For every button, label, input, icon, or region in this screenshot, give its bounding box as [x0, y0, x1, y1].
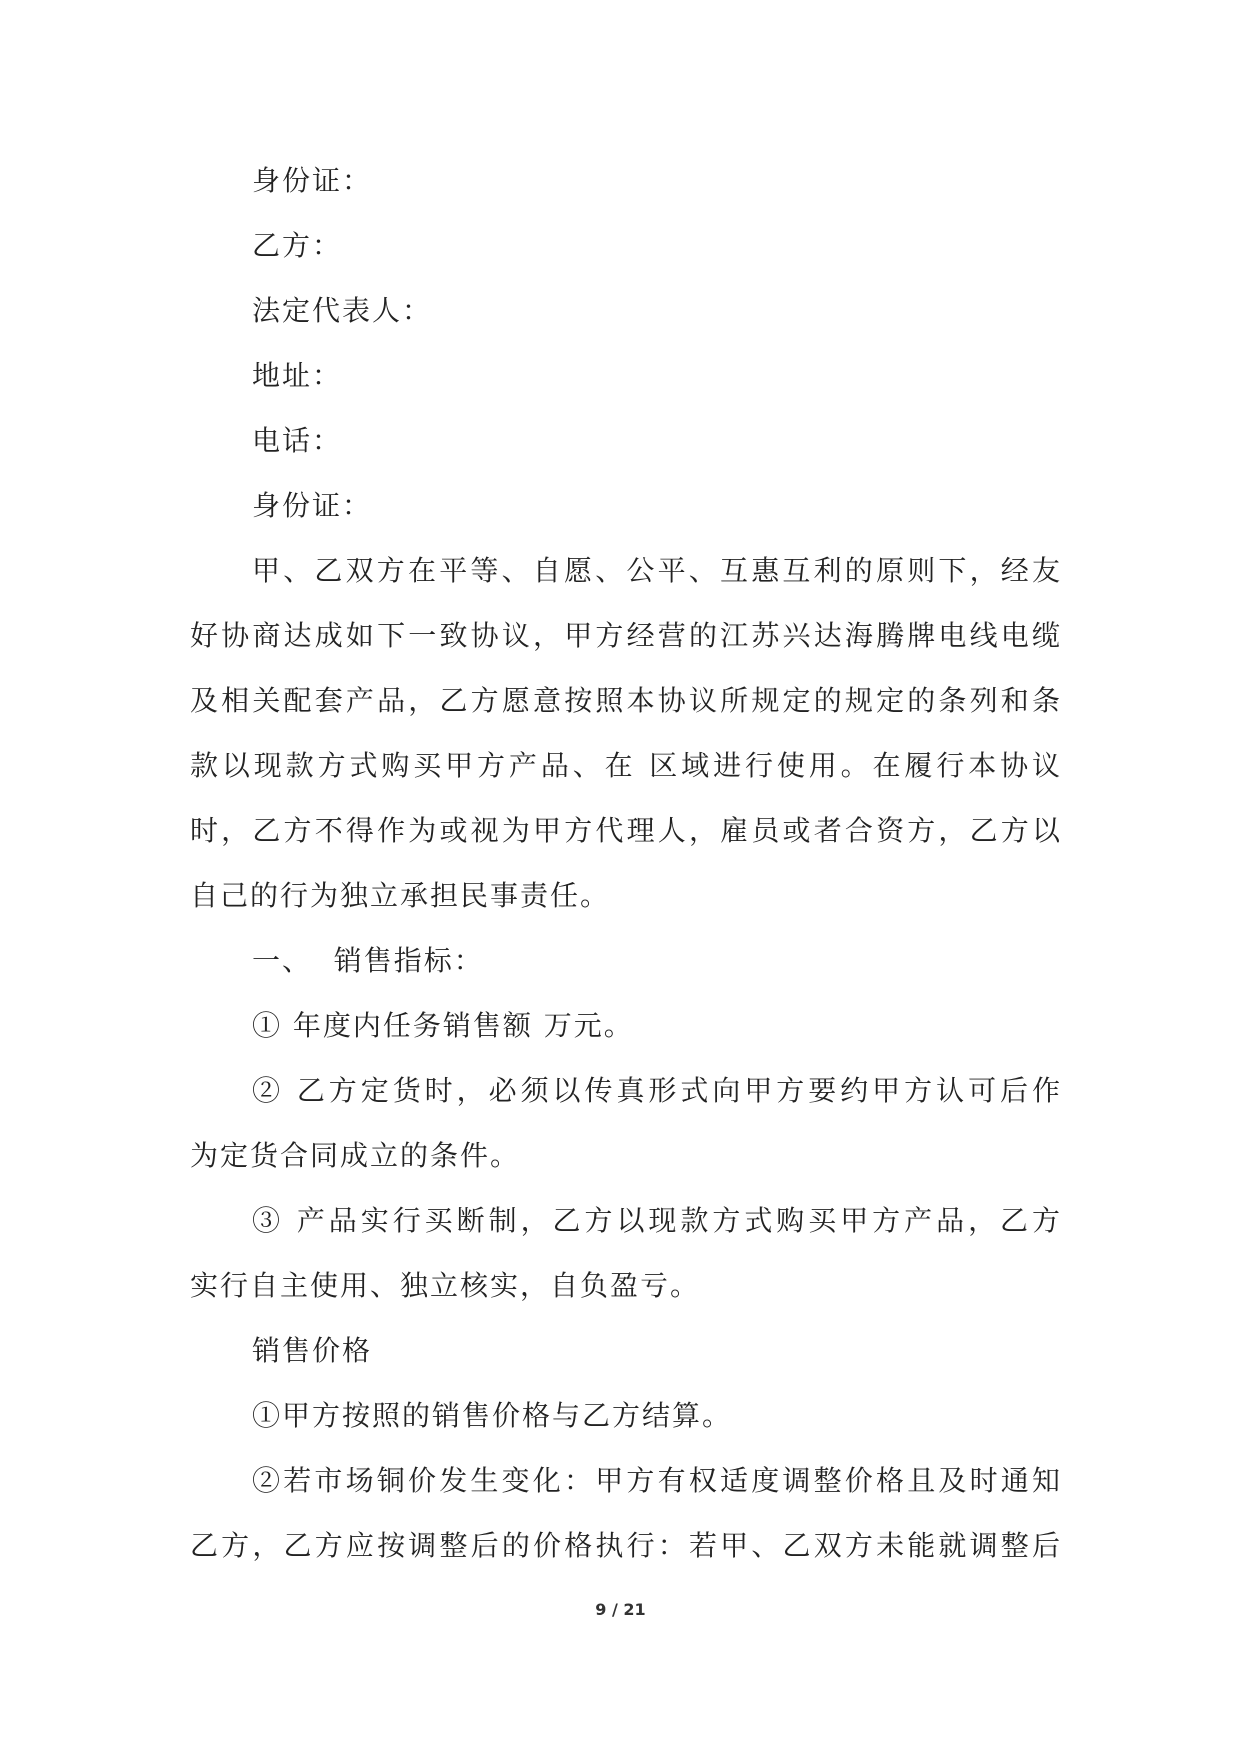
text-line: 法定代表人： [252, 294, 433, 327]
text-line: 甲、乙双方在平等、自愿、公平、互惠互利的原则下，经友 [252, 554, 1062, 587]
section-heading: 销售价格 [252, 1334, 373, 1367]
text-line: 自己的行为独立承担民事责任。 [190, 879, 611, 912]
text-line: 为定货合同成立的条件。 [190, 1139, 521, 1172]
text-line: 及相关配套产品，乙方愿意按照本协议所规定的规定的条列和条 [190, 684, 1062, 717]
text-line: 乙方： [252, 229, 343, 262]
text-line: 身份证： [252, 164, 373, 197]
text-line: 乙方，乙方应按调整后的价格执行：若甲、乙双方未能就调整后 [190, 1529, 1062, 1562]
text-line: ① 年度内任务销售额 万元。 [252, 1009, 634, 1042]
text-line: 好协商达成如下一致协议，甲方经营的江苏兴达海腾牌电线电缆 [190, 619, 1062, 652]
text-line: ② 乙方定货时，必须以传真形式向甲方要约甲方认可后作 [252, 1074, 1062, 1107]
text-line: 地址： [252, 359, 343, 392]
document-body [190, 148, 1062, 1578]
text-line: 款以现款方式购买甲方产品、在 区域进行使用。在履行本协议 [190, 749, 1062, 782]
text-line: ②若市场铜价发生变化：甲方有权适度调整价格且及时通知 [252, 1464, 1062, 1497]
text-line: 实行自主使用、独立核实，自负盈亏。 [190, 1269, 701, 1302]
text-line: ③ 产品实行买断制，乙方以现款方式购买甲方产品，乙方 [252, 1204, 1062, 1237]
text-line: 身份证： [252, 489, 373, 522]
text-line: ①甲方按照的销售价格与乙方结算。 [252, 1399, 733, 1432]
text-line: 电话： [252, 424, 343, 457]
section-heading: 一、 销售指标： [252, 944, 484, 977]
page-number: 9 / 21 [595, 1600, 646, 1619]
text-line: 时，乙方不得作为或视为甲方代理人，雇员或者合资方，乙方以 [190, 814, 1062, 847]
